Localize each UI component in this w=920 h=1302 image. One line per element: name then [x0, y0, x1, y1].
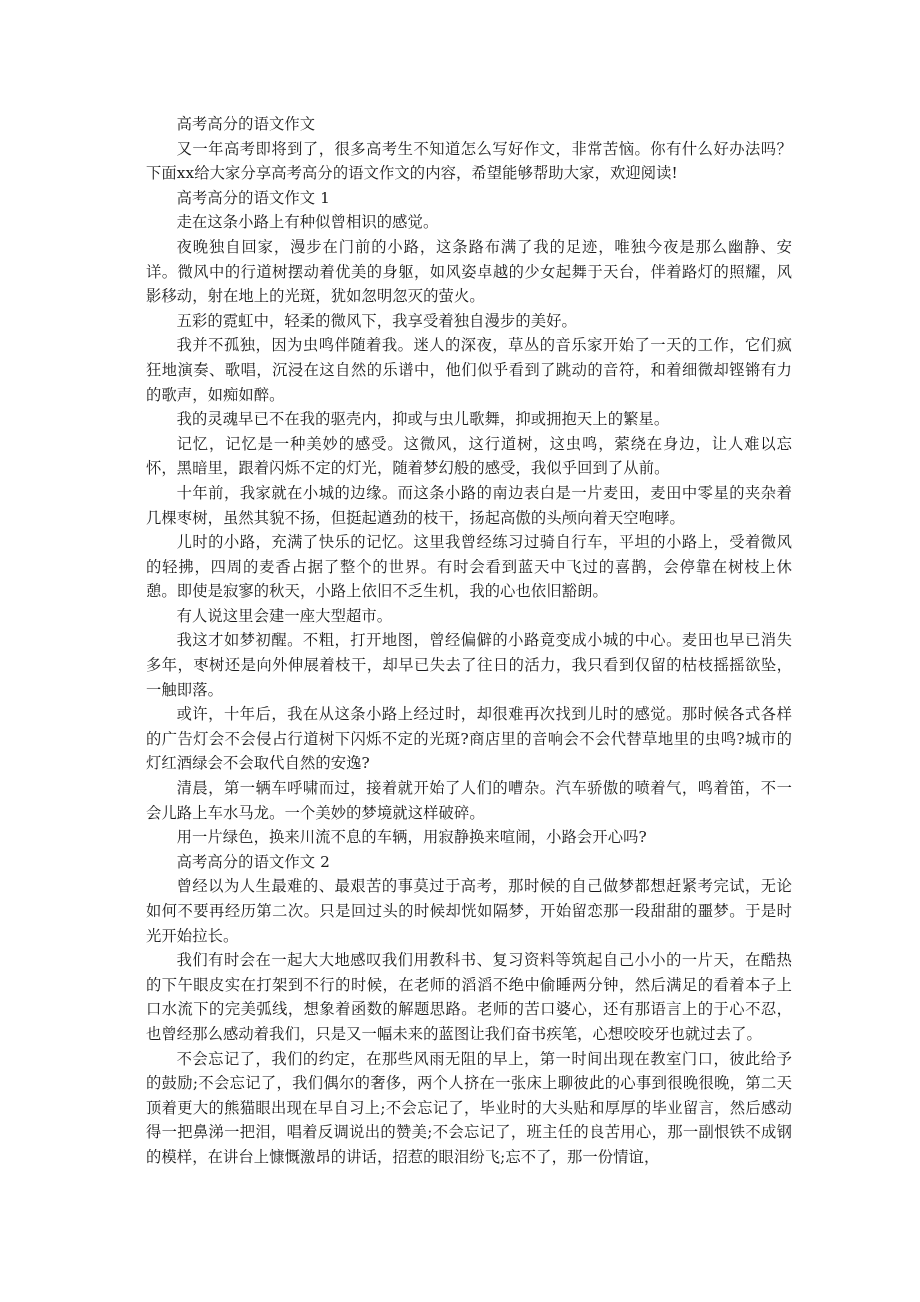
document-title: 高考高分的语文作文: [176, 115, 316, 133]
paragraph: 五彩的霓虹中，轻柔的微风下，我享受着独自漫步的美好。: [176, 311, 577, 330]
paragraph: 清晨，第一辆车呼啸而过，接着就开始了人们的嘈杂。汽车骄傲的喷着气，鸣着笛，不一会儿路上车水马龙。一个美妙的梦境就这样破碎。: [146, 779, 792, 822]
paragraph: 十年前，我家就在小城的边缘。而这条小路的南边表白是一片麦田，麦田中零星的夹杂着几棵枣树，虽然其貌不扬，但挺起遒劲的枝干，扬起高傲的头颅向着天空咆哮。: [146, 483, 792, 527]
essay-2-heading: 高考高分的语文作文 2: [176, 852, 330, 871]
paragraph: 用一片绿色，换来川流不息的车辆，用寂静换来喧闹，小路会开心吗?: [176, 828, 647, 847]
paragraph: 夜晚独自回家，漫步在门前的小路，这条路布满了我的足迹，唯独今夜是那么幽静、安详。微风中的行道树摆动着优美的身躯，如风姿卓越的少女起舞于天台，伴着路灯的照耀，风影移动，射在地上的光斑，犹如忽明忽灭的萤火。: [146, 237, 792, 306]
paragraph: 我并不孤独，因为虫鸣伴随着我。迷人的深夜，草丛的音乐家开始了一天的工作，它们疯狂地演奏、歌唱，沉浸在这自然的乐谱中，他们似乎看到了跳动的音符，和着细微却铿锵有力的歌声，如痴如醉。: [146, 336, 792, 404]
paragraph: 我们有时会在一起大大地感叹我们用教科书、复习资料等筑起自己小小的一片天，在酷热的下午眼皮实在打架到不行的时候，在老师的滔滔不绝中偷睡两分钟，然后满足的看着本子上口水流下的完美弧线，想象着函数的解题思路。老师的苦口婆心，还有那语言上的于心不忍，也曾经那么感动着我们，只是又一幅未来的蓝图让我们奋书疾笔，心想咬咬牙也就过去了。: [146, 951, 792, 1043]
paragraph: 或许，十年后，我在从这条小路上经过时，却很难再次找到儿时的感觉。那时候各式各样的广告灯会不会侵占行道树下闪烁不定的光斑?商店里的音响会不会代替草地里的虫鸣?城市的灯红酒绿会不会取代自然的安逸?: [146, 705, 792, 773]
paragraph: 走在这条小路上有种似曾相识的感觉。: [176, 213, 439, 232]
paragraph: 不会忘记了，我们的约定，在那些风雨无阻的早上，第一时间出现在教室门口，彼此给予的鼓励;不会忘记了，我们偶尔的奢侈，两个人挤在一张床上聊彼此的心事到很晚很晚，第二天顶着更大的熊猫眼出现在早自习上;不会忘记了，毕业时的大头贴和厚厚的毕业留言，然后感动得一把鼻涕一把泪，唱着反调说出的赞美;不会忘记了，班主任的良苦用心，那一副恨铁不成钢的模样，在讲台上慷慨激昂的讲话，招惹的眼泪纷飞;忘不了，那一份情谊，: [146, 1049, 792, 1166]
document-body: [146, 112, 792, 1170]
essay-1-heading: 高考高分的语文作文 1: [176, 188, 330, 207]
paragraph: 有人说这里会建一座大型超市。: [176, 606, 393, 625]
paragraph: 儿时的小路，充满了快乐的记忆。这里我曾经练习过骑自行车，平坦的小路上，受着微风的轻拂，四周的麦香占据了整个的世界。有时会看到蓝天中飞过的喜鹊，会停靠在树枝上休憩。即使是寂寥的秋天，小路上依旧不乏生机，我的心也依旧豁朗。: [146, 533, 792, 601]
paragraph: 我的灵魂早已不在我的驱壳内，抑或与虫儿歌舞，抑或拥抱天上的繁星。: [176, 410, 670, 429]
intro-paragraph: 又一年高考即将到了，很多高考生不知道怎么写好作文，非常苦恼。你有什么好办法吗？下面xx给大家分享高考高分的语文作文的内容，希望能够帮助大家，欢迎阅读!: [146, 139, 792, 183]
paragraph: 记忆，记忆是一种美妙的感受。这微风，这行道树，这虫鸣，萦绕在身边，让人难以忘怀，黑暗里，跟着闪烁不定的灯光，随着梦幻般的感受，我似乎回到了从前。: [146, 434, 792, 478]
paragraph: 我这才如梦初醒。不粗，打开地图，曾经偏僻的小路竟变成小城的中心。麦田也早已消失多年，枣树还是向外伸展着枝干，却早已失去了往日的活力，我只看到仅留的枯枝摇摇欲坠，一触即落。: [146, 631, 792, 699]
paragraph: 曾经以为人生最难的、最艰苦的事莫过于高考，那时候的自己做梦都想赶紧考完试，无论如何不要再经历第二次。只是回过头的时候却恍如隔梦，开始留恋那一段甜甜的噩梦。于是时光开始拉长。: [146, 877, 792, 945]
